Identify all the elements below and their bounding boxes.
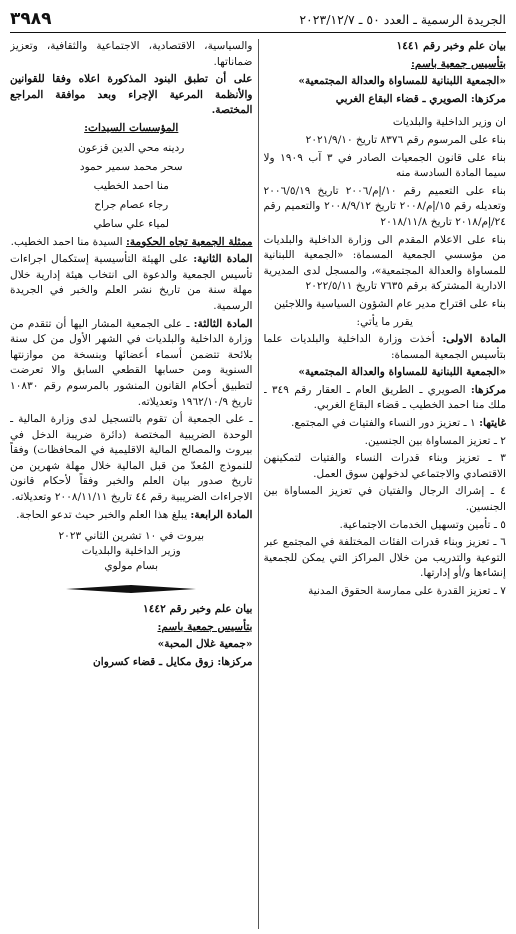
next-statement-subtitle: بتأسيس جمعية باسم: [157, 620, 253, 633]
preamble-decree: بناء على المرسوم رقم ٨٣٧٦ تاريخ ٢٠٢١/٩/١٠ [305, 133, 506, 146]
founders-label: المؤسسات السيدات: [84, 121, 179, 134]
gazette-title: الجريدة الرسمية ـ العدد ٥٠ ـ ٢٠٢٣/١٢/٧ [299, 11, 506, 27]
goal-6: ٦ ـ تعزيز وبناء قدرات الفئات المختلفة في المجتمع عبر التوعية والتدريب من خلال المراكز التي يمكن للجمعية إنشاءها و/أو إدارتها. [263, 536, 506, 580]
goal-3: ٣ ـ تعزيز وبناء قدرات النساء والفتيات لتمكينهن الاقتصادي والاجتماعي لدخولهن سوق العمل. [263, 452, 506, 480]
article-4 [10, 508, 253, 524]
decides-line: يقرر ما يأتي: [356, 315, 413, 328]
hq-paragraph [264, 383, 507, 414]
representative-label: ممثلة الجمعية تجاه الحكومة: [125, 235, 253, 248]
goals-continuation: والسياسية، الاقتصادية، الاجتماعية والثقافية، وتعزيز ضماناتها. [10, 40, 253, 68]
article-2 [10, 252, 253, 314]
article-4-label: المادة الرابعة: [190, 508, 253, 521]
preamble-notification: بناء على الاعلام المقدم الى وزارة الداخلية والبلديات من مؤسسي الجمعية المسماة: «الجمعية اللبنانية للمساواة والعدالة المجتمعية»، والمسجل لدى المديرية الادارية المشتركة برقم ٧٦٣٥ تاريخ ٢٠٢٢/٥/١١ [263, 233, 506, 293]
article-2-label: المادة الثانية: [193, 253, 253, 266]
right-column [264, 39, 507, 929]
signature-block [10, 529, 253, 574]
founder-name: منا احمد الخطيب [93, 179, 169, 192]
preamble-circular: بناء على التعميم رقم ١٠/إم/٢٠٠٦ تاريخ ٢٠٠٦/٥/١٩ وتعديله رقم ١٥/إم/٢٠٠٨ تاريخ ٢٠٠٨/٩/١٢ والتعميم رقم ٢٤/إم/٢٠١٨ تاريخ ٢٠١٨/١١/٨ [263, 184, 506, 228]
page-header [10, 8, 506, 33]
association-center: مركزها: الصويري ـ قضاء البقاع الغربي [335, 92, 506, 105]
next-association-name: «جمعية غلال المحبة» [157, 638, 253, 651]
page-number: ٣٩٨٩ [10, 9, 52, 29]
divider-ornament [66, 584, 196, 594]
founder-name: ردينه محي الدين قزعون [78, 141, 185, 154]
preamble-minister: ان وزير الداخلية والبلديات [392, 116, 506, 129]
goals-label: غايتها: [479, 417, 506, 430]
article-3-text: ـ على الجمعية المشار اليها أن تتقدم من وزارة الداخلية والبلديات في الشهر الأول من كل سنة بلائحة تتضمن أسماء أعضائها وبنسخة من موازنتها السنوية ومن حسابها القطعي السابق والا تعرضت لتطبيق أحكام القانون المنشور بالمرسوم رقم ١٠٨٣٠ تاريخ ١٩٦٢/١٠/٩ وتعديلاته. [10, 317, 253, 408]
article-3-label: المادة الثالثة: [193, 317, 253, 330]
article-4-text: يبلغ هذا العلم والخبر حيث تدعو الحاجة. [16, 508, 188, 521]
association-name: «الجمعية اللبنانية للمساواة والعدالة المجتمعية» [298, 75, 506, 88]
hq-label: مركزها: [470, 383, 506, 396]
goals-paragraph [264, 416, 507, 432]
hq-text: الصويري ـ الطريق العام ـ العقار رقم ٣٤٩ ـ ملك منا احمد الخطيب ـ قضاء البقاع الغربي. [263, 383, 506, 412]
compliance-note: على أن تطبق البنود المذكورة اعلاه وفقا للقوانين والأنظمة المرعية الإجراء وبعد موافقة المراجع المختصة. [10, 73, 253, 117]
founder-name: لمياء علي ساطي [93, 217, 170, 230]
preamble-law: بناء على قانون الجمعيات الصادر في ٣ آب ١٩٠٩ ولا سيما المادة السادسة منه [263, 151, 506, 180]
section-divider [10, 584, 253, 594]
representative [10, 235, 253, 251]
signature-title: وزير الداخلية والبلديات [81, 545, 181, 558]
goal-7: ٧ ـ تعزيز القدرة على ممارسة الحقوق المدنية [308, 585, 506, 597]
goal-1: ١ ـ تعزيز دور النساء والفتيات في المجتمع. [291, 417, 476, 430]
column-rule [258, 39, 259, 929]
statement-title: بيان علم وخبر رقم ١٤٤١ [396, 40, 506, 52]
left-column [10, 39, 253, 929]
statement-subtitle: بتأسيس جمعية باسم: [410, 57, 506, 70]
article-3 [10, 317, 253, 411]
article-2-text: على الهيئة التأسيسية إستكمال اجراءات تأسيس الجمعية والدعوة الى انتخاب هيئة إدارية خلال مهلة سنة من تاريخ نشر العلم والخبر في الجريدة الرسمية. [10, 253, 253, 312]
signature-date: بيروت في ١٠ تشرين الثاني ٢٠٢٣ [58, 530, 205, 543]
goal-2: ٢ ـ تعزيز المساواة بين الجنسين. [364, 434, 506, 447]
goal-4: ٤ ـ إشراك الرجال والفتيان في تعزيز المساواة بين الجنسين. [263, 485, 506, 514]
signature-name: بسام مولوي [104, 560, 159, 573]
founder-name: رجاء عصام جراح [94, 198, 169, 211]
founder-name: سحر محمد سمير حمود [79, 160, 183, 173]
representative-name: السيدة منا احمد الخطيب. [10, 235, 123, 248]
article-1 [264, 332, 507, 363]
article-1-name: «الجمعية اللبنانية للمساواة والعدالة المجتمعية» [298, 366, 506, 379]
article-1-text: أخذت وزارة الداخلية والبلديات علما بتأسيس الجمعية المسماة: [263, 333, 506, 361]
article-3-tax: ـ على الجمعية أن تقوم بالتسجيل لدى وزارة المالية ـ الوحدة الضريبية المختصة (دائرة ضريبة الدخل في بيروت والمصالح المالية الاقليمية في المحافظات) وفقاً للنموذج المُعدّ من قبل المالية خلال مهلة شهرين من تاريخ صدور بيان العلم والخبر وفقاً لأحكام قانون الاجراءات الضريبية رقم ٤٤ تاريخ ٢٠٠٨/١١/١١ وتعديلاته. [10, 413, 253, 504]
founders-list [10, 139, 253, 234]
next-statement-title: بيان علم وخبر رقم ١٤٤٢ [143, 603, 253, 616]
goal-5: ٥ ـ تأمين وتسهيل الخدمات الاجتماعية. [339, 518, 506, 531]
article-1-label: المادة الاولى: [442, 333, 506, 346]
preamble-proposal: بناء على اقتراح مدير عام الشؤون السياسية واللاجئين [274, 297, 506, 310]
next-association-center: مركزها: زوق مكايل ـ قضاء كسروان [93, 656, 253, 669]
